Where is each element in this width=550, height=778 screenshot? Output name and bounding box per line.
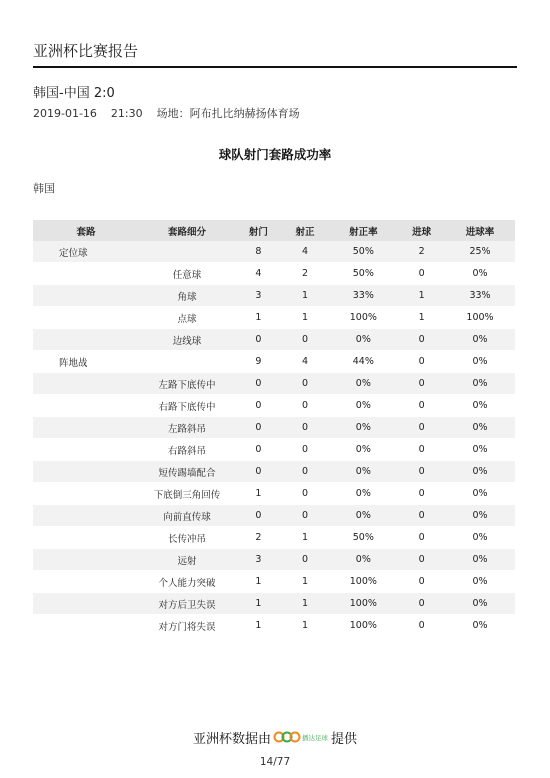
- cell-subpattern: 左路斜吊: [139, 417, 235, 439]
- table-row: [33, 461, 515, 483]
- cell-pattern: [33, 395, 139, 417]
- cell-pattern: 定位球: [33, 241, 139, 263]
- cell-on-target: 0: [282, 505, 329, 527]
- cell-subpattern: 长传冲吊: [139, 527, 235, 549]
- cell-goal-rate: 0%: [445, 329, 515, 351]
- table-row: [33, 285, 515, 307]
- cell-pattern: [33, 263, 139, 285]
- cell-pattern: [33, 329, 139, 351]
- table-row: [33, 505, 515, 527]
- col-header-on-target-rate: 射正率: [328, 220, 398, 241]
- cell-shots: 8: [235, 241, 282, 263]
- cell-on-target: 2: [282, 263, 329, 285]
- cell-goal-rate: 0%: [445, 439, 515, 461]
- cell-subpattern: 右路斜吊: [139, 439, 235, 461]
- col-header-goals: 进球: [398, 220, 445, 241]
- table-row: [33, 417, 515, 439]
- cell-shots: 0: [235, 505, 282, 527]
- cell-goal-rate: 0%: [445, 571, 515, 593]
- cell-on-target-rate: 50%: [328, 527, 398, 549]
- cell-subpattern: 角球: [139, 285, 235, 307]
- team-label: 韩国: [33, 182, 55, 195]
- cell-shots: 3: [235, 549, 282, 571]
- cell-pattern: [33, 571, 139, 593]
- cell-on-target: 1: [282, 571, 329, 593]
- cell-on-target: 0: [282, 417, 329, 439]
- cell-goals: 0: [398, 527, 445, 549]
- provider-logo: [273, 729, 329, 749]
- cell-goal-rate: 100%: [445, 307, 515, 329]
- cell-pattern: [33, 505, 139, 527]
- cell-on-target: 1: [282, 527, 329, 549]
- cell-shots: 4: [235, 263, 282, 285]
- cell-pattern: [33, 549, 139, 571]
- cell-goals: 0: [398, 395, 445, 417]
- cell-on-target: 0: [282, 329, 329, 351]
- cell-shots: 0: [235, 329, 282, 351]
- cell-pattern: [33, 527, 139, 549]
- table-header-row: [33, 220, 515, 241]
- cell-goal-rate: 0%: [445, 483, 515, 505]
- cell-shots: 9: [235, 351, 282, 373]
- cell-pattern: [33, 593, 139, 615]
- table-row: [33, 263, 515, 285]
- page-number: 14/77: [259, 756, 291, 768]
- col-header-goal-rate: 进球率: [445, 220, 515, 241]
- table-row: [33, 549, 515, 571]
- cell-goals: 1: [398, 285, 445, 307]
- shot-pattern-table: [33, 220, 515, 637]
- cell-on-target: 1: [282, 593, 329, 615]
- cell-subpattern: 右路下底传中: [139, 395, 235, 417]
- cell-goals: 0: [398, 571, 445, 593]
- cell-goal-rate: 0%: [445, 615, 515, 637]
- cell-goal-rate: 0%: [445, 373, 515, 395]
- cell-on-target-rate: 0%: [328, 329, 398, 351]
- table-row: [33, 241, 515, 263]
- cell-shots: 0: [235, 439, 282, 461]
- cell-goal-rate: 0%: [445, 505, 515, 527]
- cell-goals: 0: [398, 439, 445, 461]
- table-row: [33, 307, 515, 329]
- cell-on-target: 0: [282, 483, 329, 505]
- cell-on-target-rate: 0%: [328, 461, 398, 483]
- col-header-subpattern: 套路细分: [139, 220, 235, 241]
- cell-shots: 1: [235, 593, 282, 615]
- cell-goal-rate: 0%: [445, 351, 515, 373]
- cell-goal-rate: 33%: [445, 285, 515, 307]
- cell-subpattern: [139, 351, 235, 373]
- footer-prefix: 亚洲杯数据由: [192, 732, 271, 747]
- footer-credit: [0, 728, 550, 750]
- cell-goals: 0: [398, 417, 445, 439]
- cell-on-target: 0: [282, 439, 329, 461]
- cell-shots: 2: [235, 527, 282, 549]
- cell-subpattern: 任意球: [139, 263, 235, 285]
- cell-goals: 0: [398, 351, 445, 373]
- cell-goal-rate: 0%: [445, 549, 515, 571]
- cell-goals: 0: [398, 615, 445, 637]
- cell-goal-rate: 25%: [445, 241, 515, 263]
- table-row: [33, 571, 515, 593]
- cell-subpattern: 对方门将失误: [139, 615, 235, 637]
- svg-text:播达足球: 播达足球: [302, 733, 328, 742]
- cell-on-target-rate: 100%: [328, 571, 398, 593]
- table-row: [33, 615, 515, 637]
- col-header-shots: 射门: [235, 220, 282, 241]
- table-row: [33, 527, 515, 549]
- cell-on-target-rate: 33%: [328, 285, 398, 307]
- cell-pattern: [33, 373, 139, 395]
- cell-pattern: 阵地战: [33, 351, 139, 373]
- cell-shots: 1: [235, 615, 282, 637]
- cell-on-target: 1: [282, 307, 329, 329]
- cell-goals: 0: [398, 593, 445, 615]
- cell-goal-rate: 0%: [445, 593, 515, 615]
- cell-subpattern: 点球: [139, 307, 235, 329]
- cell-pattern: [33, 417, 139, 439]
- cell-shots: 1: [235, 483, 282, 505]
- cell-on-target-rate: 100%: [328, 307, 398, 329]
- cell-on-target-rate: 0%: [328, 505, 398, 527]
- cell-on-target-rate: 50%: [328, 263, 398, 285]
- header-divider: [33, 66, 517, 68]
- cell-goal-rate: 0%: [445, 263, 515, 285]
- cell-pattern: [33, 483, 139, 505]
- cell-goals: 0: [398, 483, 445, 505]
- cell-on-target-rate: 0%: [328, 483, 398, 505]
- report-title: 亚洲杯比赛报告: [33, 42, 139, 60]
- cell-subpattern: 左路下底传中: [139, 373, 235, 395]
- table-row: [33, 439, 515, 461]
- cell-pattern: [33, 439, 139, 461]
- table-row: [33, 593, 515, 615]
- cell-pattern: [33, 307, 139, 329]
- cell-on-target: 4: [282, 241, 329, 263]
- cell-goals: 2: [398, 241, 445, 263]
- cell-subpattern: 个人能力突破: [139, 571, 235, 593]
- cell-goals: 0: [398, 461, 445, 483]
- cell-subpattern: 向前直传球: [139, 505, 235, 527]
- cell-on-target-rate: 50%: [328, 241, 398, 263]
- table-row: [33, 351, 515, 373]
- cell-goals: 0: [398, 329, 445, 351]
- cell-on-target-rate: 100%: [328, 615, 398, 637]
- cell-subpattern: 对方后卫失误: [139, 593, 235, 615]
- cell-on-target: 1: [282, 615, 329, 637]
- cell-shots: 0: [235, 417, 282, 439]
- table-row: [33, 483, 515, 505]
- cell-on-target-rate: 0%: [328, 417, 398, 439]
- table-row: [33, 329, 515, 351]
- cell-on-target-rate: 0%: [328, 395, 398, 417]
- col-header-pattern: 套路: [33, 220, 139, 241]
- match-score: 韩国-中国 2:0: [33, 86, 115, 101]
- cell-goals: 1: [398, 307, 445, 329]
- cell-on-target: 0: [282, 395, 329, 417]
- cell-on-target: 0: [282, 373, 329, 395]
- cell-on-target-rate: 0%: [328, 439, 398, 461]
- cell-goal-rate: 0%: [445, 461, 515, 483]
- cell-goal-rate: 0%: [445, 527, 515, 549]
- cell-shots: 1: [235, 571, 282, 593]
- cell-subpattern: 下底倒三角回传: [139, 483, 235, 505]
- cell-goal-rate: 0%: [445, 417, 515, 439]
- cell-goals: 0: [398, 549, 445, 571]
- cell-goal-rate: 0%: [445, 395, 515, 417]
- table-row: [33, 395, 515, 417]
- cell-shots: 0: [235, 395, 282, 417]
- cell-pattern: [33, 461, 139, 483]
- cell-on-target: 0: [282, 549, 329, 571]
- cell-on-target: 4: [282, 351, 329, 373]
- cell-goals: 0: [398, 263, 445, 285]
- cell-goals: 0: [398, 373, 445, 395]
- cell-on-target: 0: [282, 461, 329, 483]
- cell-pattern: [33, 615, 139, 637]
- cell-subpattern: 边线球: [139, 329, 235, 351]
- cell-on-target-rate: 44%: [328, 351, 398, 373]
- cell-subpattern: 短传踢墙配合: [139, 461, 235, 483]
- cell-goals: 0: [398, 505, 445, 527]
- cell-shots: 0: [235, 373, 282, 395]
- cell-on-target-rate: 0%: [328, 549, 398, 571]
- cell-on-target-rate: 0%: [328, 373, 398, 395]
- cell-subpattern: 远射: [139, 549, 235, 571]
- col-header-on-target: 射正: [282, 220, 329, 241]
- cell-pattern: [33, 285, 139, 307]
- cell-shots: 0: [235, 461, 282, 483]
- section-title: 球队射门套路成功率: [218, 147, 332, 162]
- table-row: [33, 373, 515, 395]
- match-info: 2019-01-16 21:30 场地：阿布扎比纳赫扬体育场: [33, 107, 300, 120]
- cell-subpattern: [139, 241, 235, 263]
- cell-shots: 1: [235, 307, 282, 329]
- cell-on-target: 1: [282, 285, 329, 307]
- cell-shots: 3: [235, 285, 282, 307]
- footer-suffix: 提供: [331, 732, 358, 747]
- cell-on-target-rate: 100%: [328, 593, 398, 615]
